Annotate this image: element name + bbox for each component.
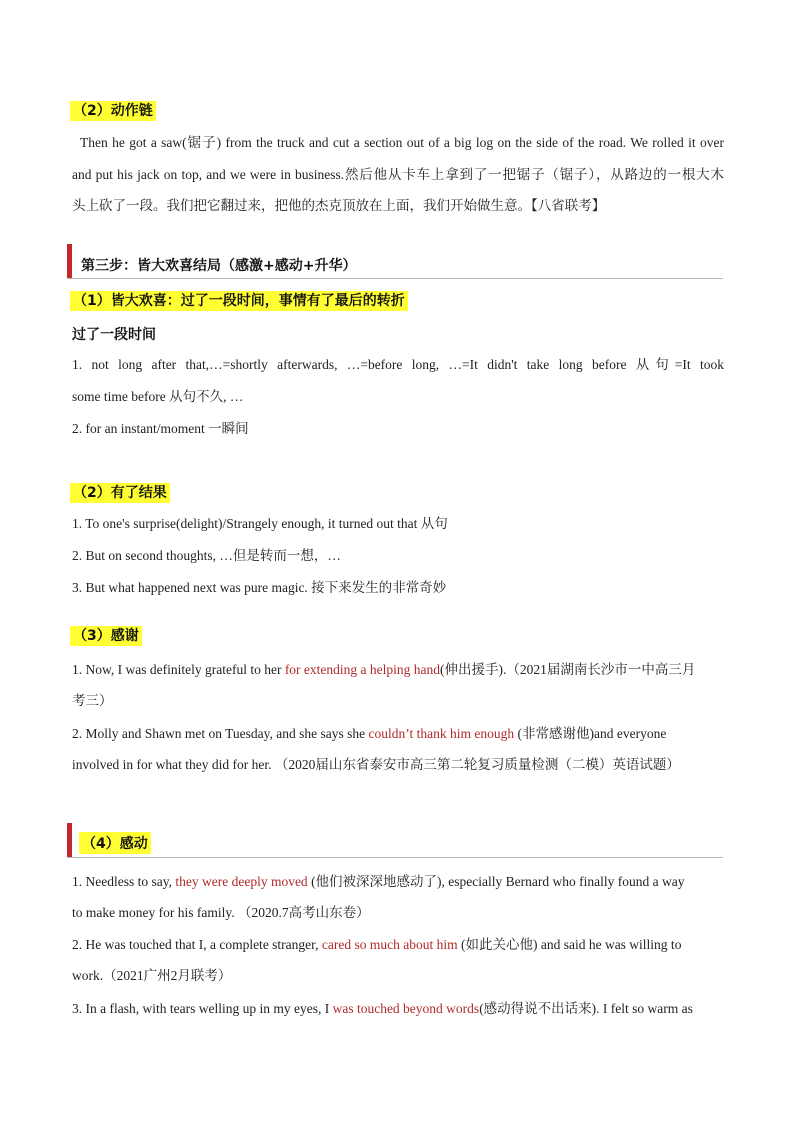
- text: 2. He was touched that I, a complete stranger,: [72, 937, 322, 952]
- section-header-moved: [67, 823, 723, 858]
- section-accent-bar: [67, 244, 72, 278]
- text: 1. Needless to say,: [72, 874, 176, 889]
- text: (非常感谢他)and everyone: [514, 726, 667, 741]
- heading-action-chain: （2）动作链: [70, 101, 156, 121]
- list-item: 1. not long after that,…=shortly afterwards, …=before long, …=It didn't take long before 从句=It took: [72, 357, 724, 372]
- list-item: [72, 661, 724, 679]
- text: 3. In a flash, with tears welling up in my eyes, I: [72, 1001, 333, 1016]
- list-item: 2. for an instant/moment 一瞬间: [72, 421, 249, 436]
- list-item: 考三）: [72, 693, 113, 708]
- list-item: [72, 725, 724, 743]
- section-accent-bar: [67, 823, 72, 857]
- list-item: 3. But what happened next was pure magic. 接下来发生的非常奇妙: [72, 580, 447, 595]
- list-item: 2. But on second thoughts, …但是转而一想，…: [72, 548, 341, 563]
- list-item: 1. To one's surprise(delight)/Strangely enough, it turned out that 从句: [72, 516, 448, 531]
- paragraph-line: and put his jack on top, and we were in business.然后他从卡车上拿到了一把锯子（锯子），从路边的一根大木: [72, 167, 724, 182]
- section-title: （4）感动: [79, 832, 151, 854]
- list-item: to make money for his family. （2020.7高考山东卷）: [72, 905, 370, 920]
- text: 1. Now, I was definitely grateful to her: [72, 662, 285, 677]
- highlight-phrase: was touched beyond words: [332, 1001, 480, 1016]
- paragraph-line: Then he got a saw(锯子) from the truck and cut a section out of a big log on the side of the road. We rolled it over: [80, 135, 724, 150]
- section-title: 第三步：皆大欢喜结局（感激+感动+升华）: [81, 258, 357, 274]
- list-item: [72, 936, 724, 954]
- list-item: some time before 从句不久, …: [72, 389, 244, 404]
- highlight-phrase: for extending a helping hand: [284, 662, 441, 677]
- paragraph-line: 头上砍了一段。我们把它翻过来，把他的杰克顶放在上面，我们开始做生意。【八省联考】: [72, 198, 606, 213]
- highlight-phrase: they were deeply moved: [175, 874, 308, 889]
- list-item: involved in for what they did for her. （2020届山东省泰安市高三第二轮复习质量检测（二模）英语试题）: [72, 757, 680, 772]
- subheading-time-passed: 过了一段时间: [72, 327, 156, 343]
- heading-happy-ending: （1）皆大欢喜：过了一段时间，事情有了最后的转折: [70, 291, 408, 311]
- text: (他们被深深地感动了), especially Bernard who finally found a way: [307, 874, 685, 889]
- text: (伸出援手).（2021届湖南长沙市一中高三月: [440, 662, 696, 677]
- highlight-phrase: cared so much about him: [321, 937, 458, 952]
- text: 2. Molly and Shawn met on Tuesday, and she says she: [72, 726, 369, 741]
- list-item: work.（2021广州2月联考）: [72, 968, 232, 983]
- list-item: [72, 873, 724, 891]
- text: (感动得说不出话来). I felt so warm as: [479, 1001, 693, 1016]
- heading-result: （2）有了结果: [70, 483, 170, 503]
- section-header-step3: [67, 244, 723, 279]
- highlight-phrase: couldn’t thank him enough: [368, 726, 515, 741]
- heading-thanks: （3）感谢: [70, 626, 142, 646]
- text: (如此关心他) and said he was willing to: [457, 937, 682, 952]
- list-item: [72, 1000, 724, 1018]
